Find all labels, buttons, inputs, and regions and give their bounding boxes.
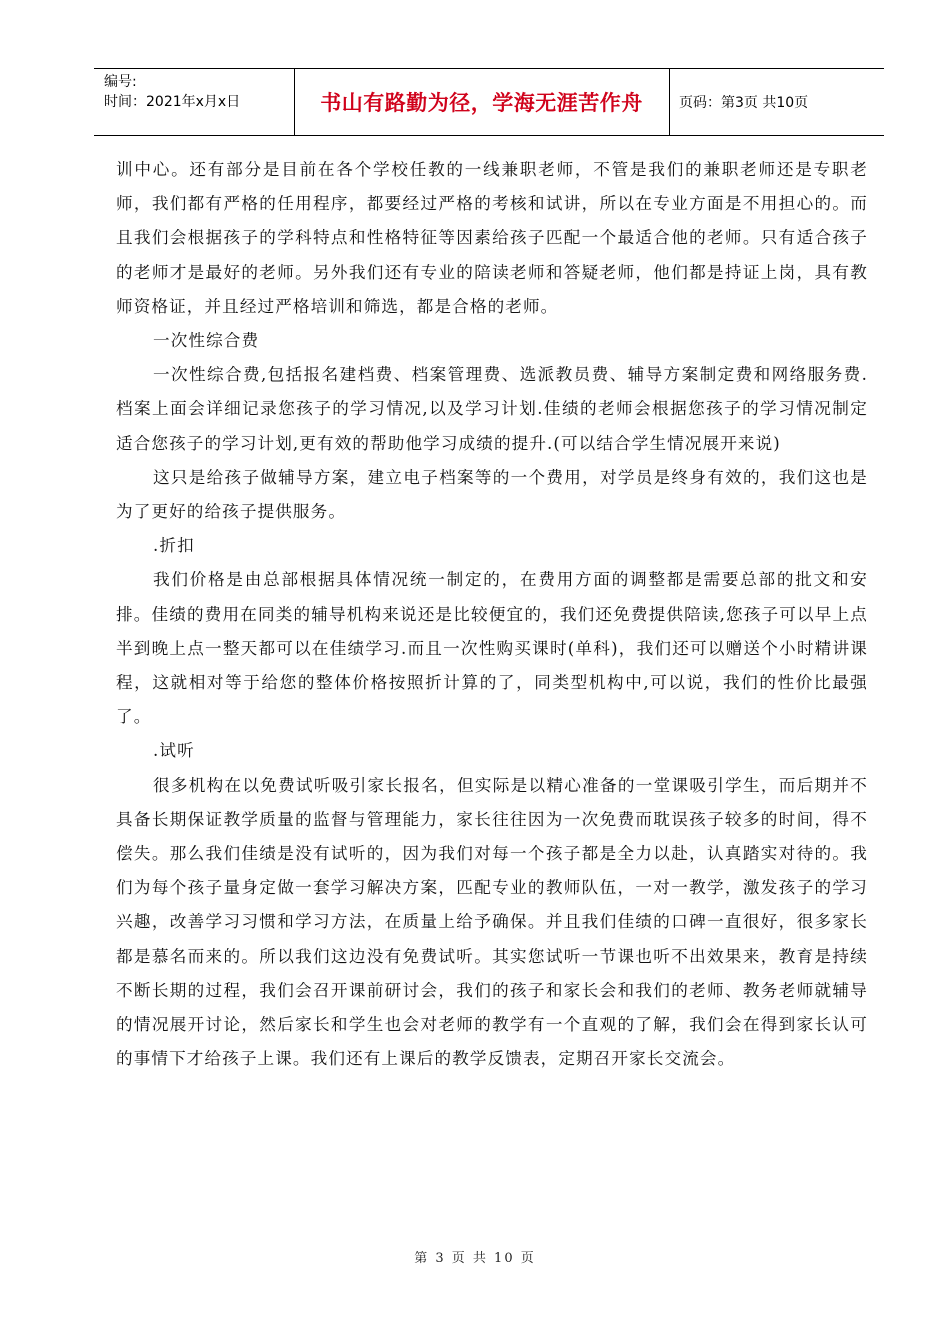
paragraph: 一次性综合费,包括报名建档费、档案管理费、选派教员费、辅导方案制定费和网络服务费.档案上面会详细记录您孩子的学习情况,以及学习计划.佳绩的老师会根据您孩子的学习情况制定适合您孩子的学习计划,更有效的帮助他学习成绩的提升.(可以结合学生情况展开来说) bbox=[116, 365, 868, 453]
section-heading-discount: .折扣 bbox=[153, 536, 195, 556]
header-motto-cell bbox=[294, 69, 670, 135]
section-heading-one-time-fee: 一次性综合费 bbox=[153, 331, 260, 351]
section-heading-trial: .试听 bbox=[153, 741, 195, 761]
page-footer: 第 3 页 共 10 页 bbox=[414, 1251, 536, 1266]
header-meta bbox=[94, 69, 295, 135]
page-header bbox=[94, 68, 884, 136]
document-number-label: 编号: bbox=[104, 74, 137, 90]
paragraph: 这只是给孩子做辅导方案，建立电子档案等的一个费用，对学员是终身有效的，我们这也是为了更好的给孩子提供服务。 bbox=[116, 467, 868, 522]
header-page-info: 页码：第3页 共10页 bbox=[679, 95, 809, 111]
document-body bbox=[116, 153, 868, 1076]
paragraph: 训中心。还有部分是目前在各个学校任教的一线兼职老师，不管是我们的兼职老师还是专职老师，我们都有严格的任用程序，都要经过严格的考核和试讲，所以在专业方面是不用担心的。而且我们会根据孩子的学科特点和性格特征等因素给孩子匹配一个最适合他的老师。只有适合孩子的老师才是最好的老师。另外我们还有专业的陪读老师和答疑老师，他们都是持证上岗，具有教师资格证，并且经过严格培训和筛选，都是合格的老师。 bbox=[116, 160, 868, 316]
paragraph: 我们价格是由总部根据具体情况统一制定的，在费用方面的调整都是需要总部的批文和安排。佳绩的费用在同类的辅导机构来说还是比较便宜的，我们还免费提供陪读,您孩子可以早上点半到晚上点一整天都可以在佳绩学习.而且一次性购买课时(单科)，我们还可以赠送个小时精讲课程，这就相对等于给您的整体价格按照折计算的了，同类型机构中,可以说，我们的性价比最强了。 bbox=[116, 570, 868, 727]
header-motto: 书山有路勤为径，学海无涯苦作舟 bbox=[320, 91, 643, 115]
header-page-cell bbox=[669, 69, 884, 135]
document-time-label: 时间：2021年x月x日 bbox=[104, 94, 241, 110]
paragraph: 很多机构在以免费试听吸引家长报名，但实际是以精心准备的一堂课吸引学生，而后期并不具备长期保证教学质量的监督与管理能力，家长往往因为一次免费而耽误孩子较多的时间，得不偿失。那么我们佳绩是没有试听的，因为我们对每一个孩子都是全力以赴，认真踏实对待的。我们为每个孩子量身定做一套学习解决方案，匹配专业的教师队伍，一对一教学，激发孩子的学习兴趣，改善学习习惯和学习方法，在质量上给予确保。并且我们佳绩的口碑一直很好，很多家长都是慕名而来的。所以我们这边没有免费试听。其实您试听一节课也听不出效果来，教育是持续不断长期的过程，我们会召开课前研讨会，我们的孩子和家长会和我们的老师、教务老师就辅导的情况展开讨论，然后家长和学生也会对老师的教学有一个直观的了解，我们会在得到家长认可的事情下才给孩子上课。我们还有上课后的教学反馈表，定期召开家长交流会。 bbox=[116, 775, 868, 1069]
